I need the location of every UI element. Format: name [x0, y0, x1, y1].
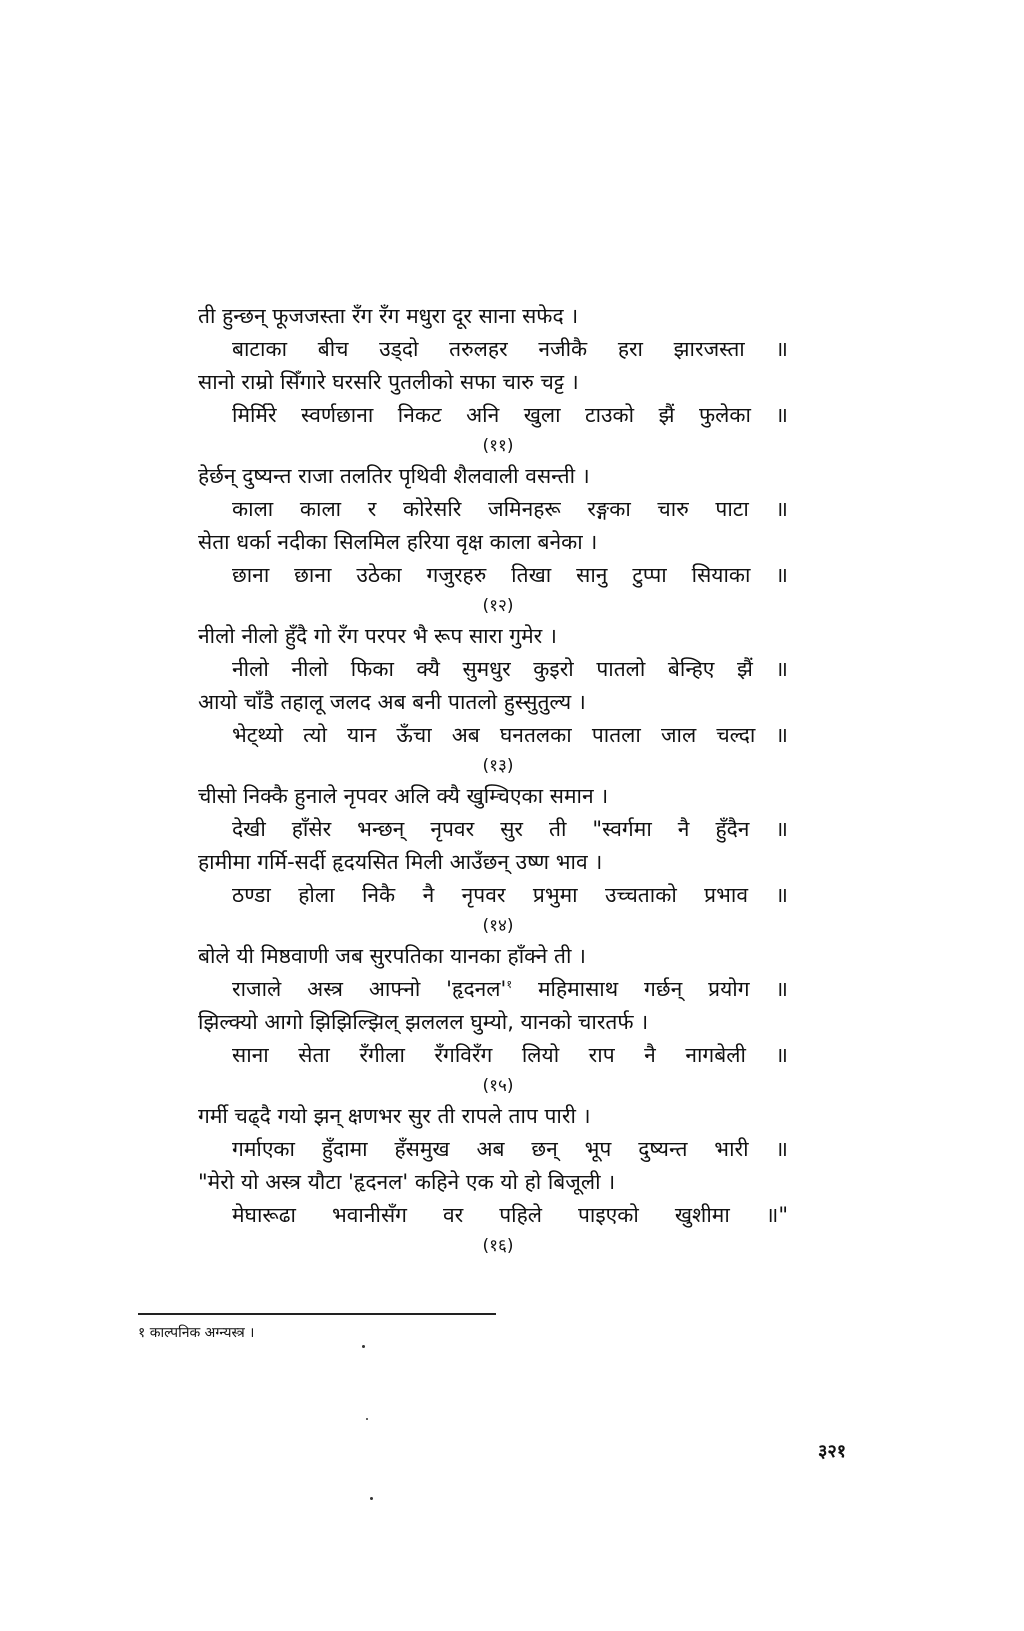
verse-line: चीसो निक्कै हुनाले नृपवर अलि क्यै खुम्चिएका समान ।: [198, 784, 609, 808]
verse-line: गर्मी चढ्दै गयो झन् क्षणभर सुर ती रापले ताप पारी ।: [198, 1104, 591, 1128]
verse-line: गर्माएका हुँदामा हँसमुख अब छन् भूप दुष्यन्त भारी ॥: [232, 1137, 788, 1161]
stanza-16: [198, 1100, 798, 1260]
stanza-11: [198, 300, 798, 460]
verse-line: भेट्थ्यो त्यो यान ऊँचा अब घनतलका पातला जाल चल्दा ॥: [232, 723, 788, 747]
verse-line-with-footnote-ref: [198, 973, 788, 1006]
verse-line: सानो राम्रो सिँगारे घरसरि पुतलीको सफा चारु चट्ट ।: [198, 370, 579, 394]
verse-line-part: महिमासाथ गर्छन् प्रयोग ॥: [512, 977, 788, 1001]
verse-line: हेर्छन् दुष्यन्त राजा तलतिर पृथिवी शैलवाली वसन्ती ।: [198, 464, 590, 488]
scan-speck: [366, 1418, 368, 1420]
verse-line: ती हुन्छन् फूजजस्ता रँग रँग मधुरा दूर साना सफेद ।: [198, 304, 579, 328]
scan-speck: [362, 1345, 365, 1348]
verse-line: बाटाका बीच उड्दो तरुलहर नजीकै हरा झारजस्ता ॥: [232, 337, 788, 361]
verse-line: साना सेता रँगीला रँगविरँग लियो राप नै नागबेली ॥: [232, 1043, 788, 1067]
scan-speck: [370, 1497, 373, 1500]
verse-line: हामीमा गर्मि-सर्दी हृदयसित मिली आउँछन् उष्ण भाव ।: [198, 850, 603, 874]
verse-line: झिल्क्यो आगो झिझिल्झिल् झललल घुम्यो, यानको चारतर्फ ।: [198, 1010, 649, 1034]
footnote: १ काल्पनिक अग्न्यस्त्र ।: [138, 1325, 255, 1341]
page-number: ३२१: [818, 1441, 847, 1462]
verse-number: (१३): [482, 756, 514, 776]
poem-body: [198, 300, 798, 1260]
verse-number: (१६): [482, 1236, 514, 1256]
stanza-13: [198, 620, 798, 780]
verse-line: देखी हाँसेर भन्छन् नृपवर सुर ती "स्वर्गमा नै हुँदैन ॥: [232, 817, 788, 841]
verse-line: मिर्मिरे स्वर्णछाना निकट अनि खुला टाउको झैं फुलेका ॥: [232, 403, 788, 427]
stanza-15: [198, 940, 798, 1100]
verse-number: (१२): [482, 596, 514, 616]
verse-number: (१५): [482, 1076, 514, 1096]
stanza-12: [198, 460, 798, 620]
verse-line: नीलो नीलो फिका क्यै सुमधुर कुइरो पातलो बेन्हिए झैं ॥: [232, 657, 788, 681]
verse-number: (११): [482, 436, 514, 456]
verse-line: बोले यी मिष्ठवाणी जब सुरपतिका यानका हाँक्ने ती ।: [198, 944, 587, 968]
verse-line: छाना छाना उठेका गजुरहरु तिखा सानु टुप्पा सियाका ॥: [232, 563, 788, 587]
verse-line: आयो चाँडै तहालू जलद अब बनी पातलो हुस्सुतुल्य ।: [198, 690, 586, 714]
verse-line: नीलो नीलो हुँदै गो रँग परपर भै रूप सारा गुमेर ।: [198, 624, 557, 648]
verse-line: काला काला र कोरेसरि जमिनहरू रङ्गका चारु पाटा ॥: [232, 497, 788, 521]
verse-line: मेघारूढा भवानीसँग वर पहिले पाइएको खुशीमा ॥": [232, 1203, 788, 1227]
verse-line: ठण्डा होला निकै नै नृपवर प्रभुमा उच्चताको प्रभाव ॥: [232, 883, 788, 907]
stanza-14: [198, 780, 798, 940]
verse-number: (१४): [482, 916, 514, 936]
verse-line: सेता धर्का नदीका सिलमिल हरिया वृक्ष काला बनेका ।: [198, 530, 598, 554]
footnote-divider: [138, 1313, 496, 1315]
verse-line-part: राजाले अस्त्र आफ्नो 'हृदनल': [232, 977, 507, 1001]
footnote-reference: १: [506, 978, 513, 991]
verse-line: "मेरो यो अस्त्र यौटा 'हृदनल' कहिने एक यो हो बिजूली ।: [198, 1170, 616, 1194]
